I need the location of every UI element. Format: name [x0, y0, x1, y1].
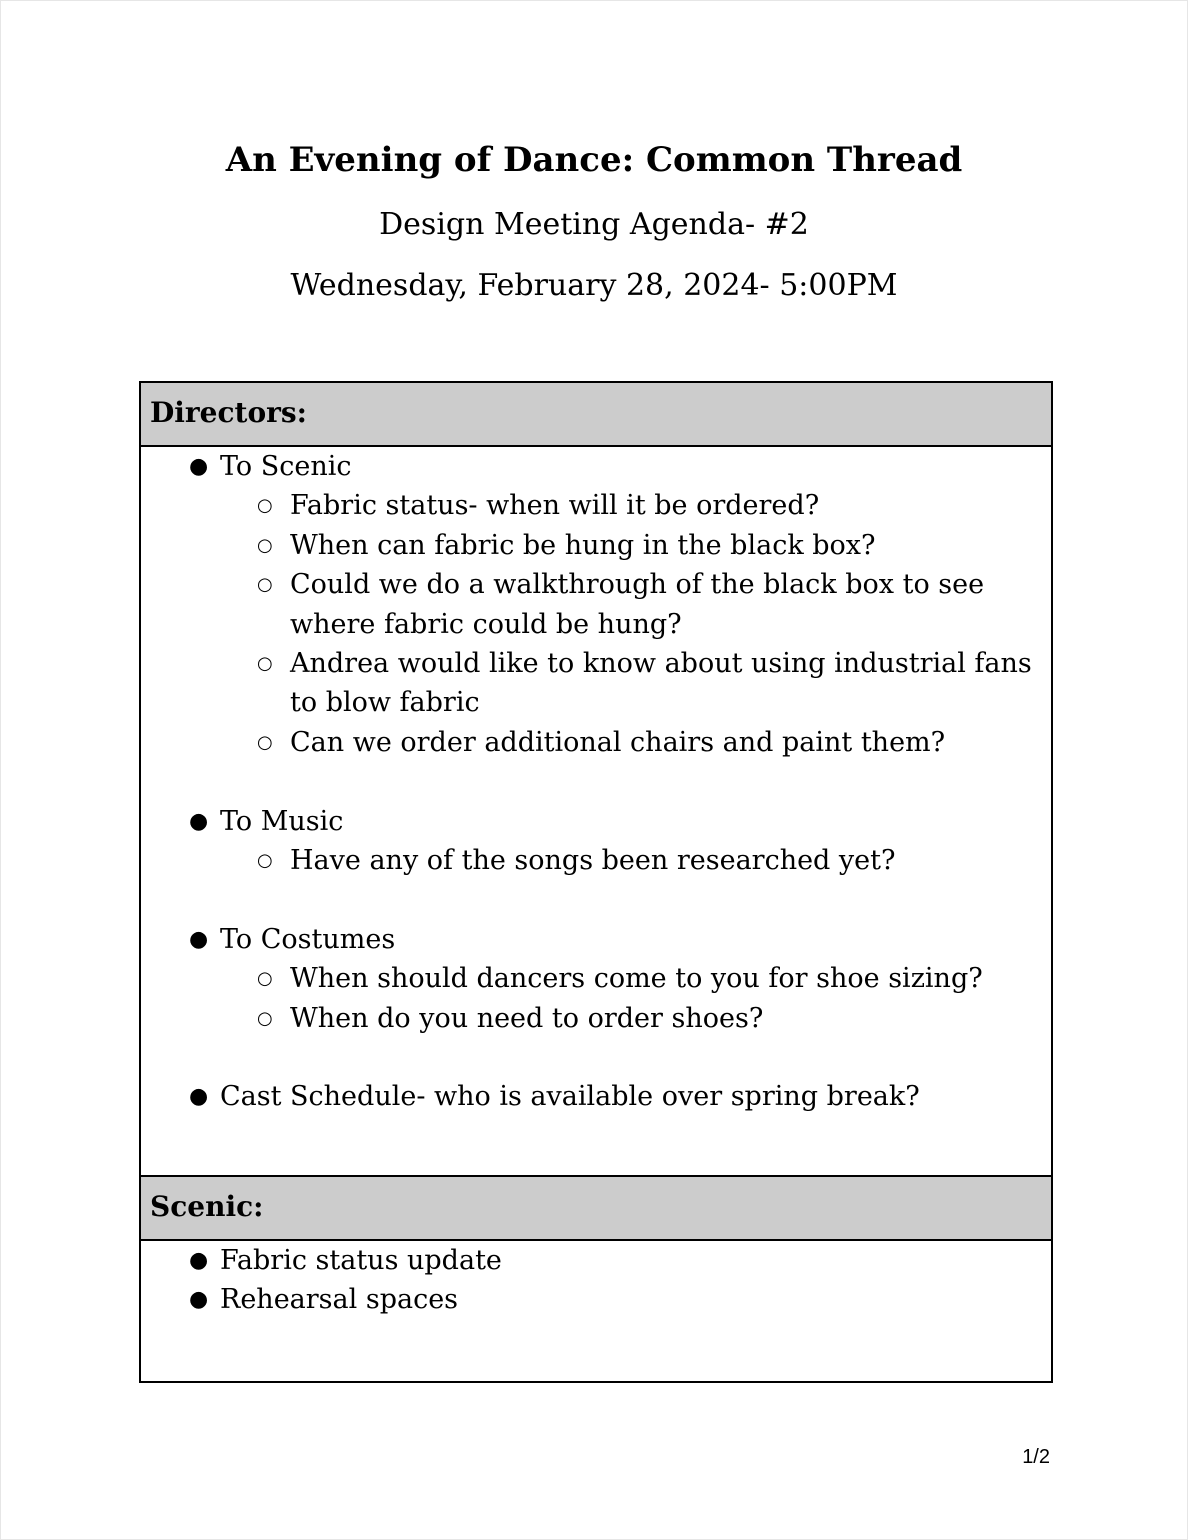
sub-list-item: [141, 486, 1051, 525]
sub-list-item-text: Can we order additional chairs and paint them?: [290, 726, 946, 758]
sub-bullet-icon: ○: [257, 968, 273, 990]
list-item-label: Cast Schedule- who is available over spring break?: [220, 1081, 920, 1113]
spacer: [141, 880, 1051, 919]
scenic-section-heading: Scenic:: [141, 1177, 1051, 1241]
scenic-section-body: [141, 1241, 1051, 1381]
agenda-table: [139, 381, 1053, 1383]
page-number: 1/2: [1022, 1446, 1050, 1468]
document-subtitle: Design Meeting Agenda- #2: [379, 207, 809, 242]
list-item: [141, 1241, 1051, 1280]
spacer: [141, 1038, 1051, 1077]
sub-list-item-text: When do you need to order shoes?: [290, 1002, 764, 1034]
sub-bullet-icon: ○: [257, 574, 273, 596]
list-item-label: To Scenic: [220, 451, 352, 482]
directors-list: [141, 447, 1051, 1117]
sublist-costumes: [220, 959, 1051, 1038]
list-item-to-costumes: [141, 920, 1051, 1038]
bullet-icon: ●: [189, 926, 209, 952]
bullet-icon: ●: [189, 808, 209, 834]
sub-bullet-icon: ○: [257, 850, 273, 872]
scenic-list: [141, 1241, 1051, 1320]
sub-list-item: [141, 999, 1051, 1038]
list-item-label: Rehearsal spaces: [220, 1284, 459, 1316]
sublist-music: [220, 841, 1051, 880]
sub-list-item-text: When can fabric be hung in the black box?: [290, 529, 876, 561]
list-item-to-scenic: [141, 447, 1051, 762]
sub-list-item: [141, 565, 1051, 644]
directors-section-body: [141, 447, 1051, 1177]
sub-list-item: [141, 644, 1051, 723]
list-item: [141, 1280, 1051, 1319]
sub-bullet-icon: ○: [257, 534, 273, 556]
sub-list-item-text: Could we do a walkthrough of the black box to see where fabric could be hung?: [290, 569, 985, 640]
sub-bullet-icon: ○: [257, 495, 273, 517]
list-item-label: Fabric status update: [220, 1245, 502, 1276]
bullet-icon: ●: [189, 1287, 209, 1313]
sub-bullet-icon: ○: [257, 653, 273, 675]
document-title: An Evening of Dance: Common Thread: [225, 140, 963, 180]
sub-list-item-text: Fabric status- when will it be ordered?: [290, 490, 820, 522]
sublist-scenic: [220, 486, 1051, 762]
sub-list-item: [141, 723, 1051, 762]
meeting-date: Wednesday, February 28, 2024- 5:00PM: [290, 268, 898, 303]
sub-bullet-icon: ○: [257, 731, 273, 753]
list-item-cast-schedule: [141, 1077, 1051, 1116]
list-item-to-music: [141, 802, 1051, 881]
spacer: [141, 762, 1051, 801]
sub-list-item-text: Have any of the songs been researched yet?: [290, 845, 896, 877]
sub-list-item-text: Andrea would like to know about using industrial fans to blow fabric: [290, 648, 1032, 719]
sub-list-item: [141, 526, 1051, 565]
sub-bullet-icon: ○: [257, 1007, 273, 1029]
bullet-icon: ●: [189, 1084, 209, 1110]
sub-list-item: [141, 841, 1051, 880]
directors-section-heading: Directors:: [141, 383, 1051, 447]
list-item-label: To Music: [220, 805, 344, 837]
bullet-icon: ●: [189, 454, 209, 479]
bullet-icon: ●: [189, 1248, 209, 1273]
sub-list-item-text: When should dancers come to you for shoe sizing?: [290, 963, 983, 995]
list-item-label: To Costumes: [220, 923, 396, 955]
sub-list-item: [141, 959, 1051, 998]
